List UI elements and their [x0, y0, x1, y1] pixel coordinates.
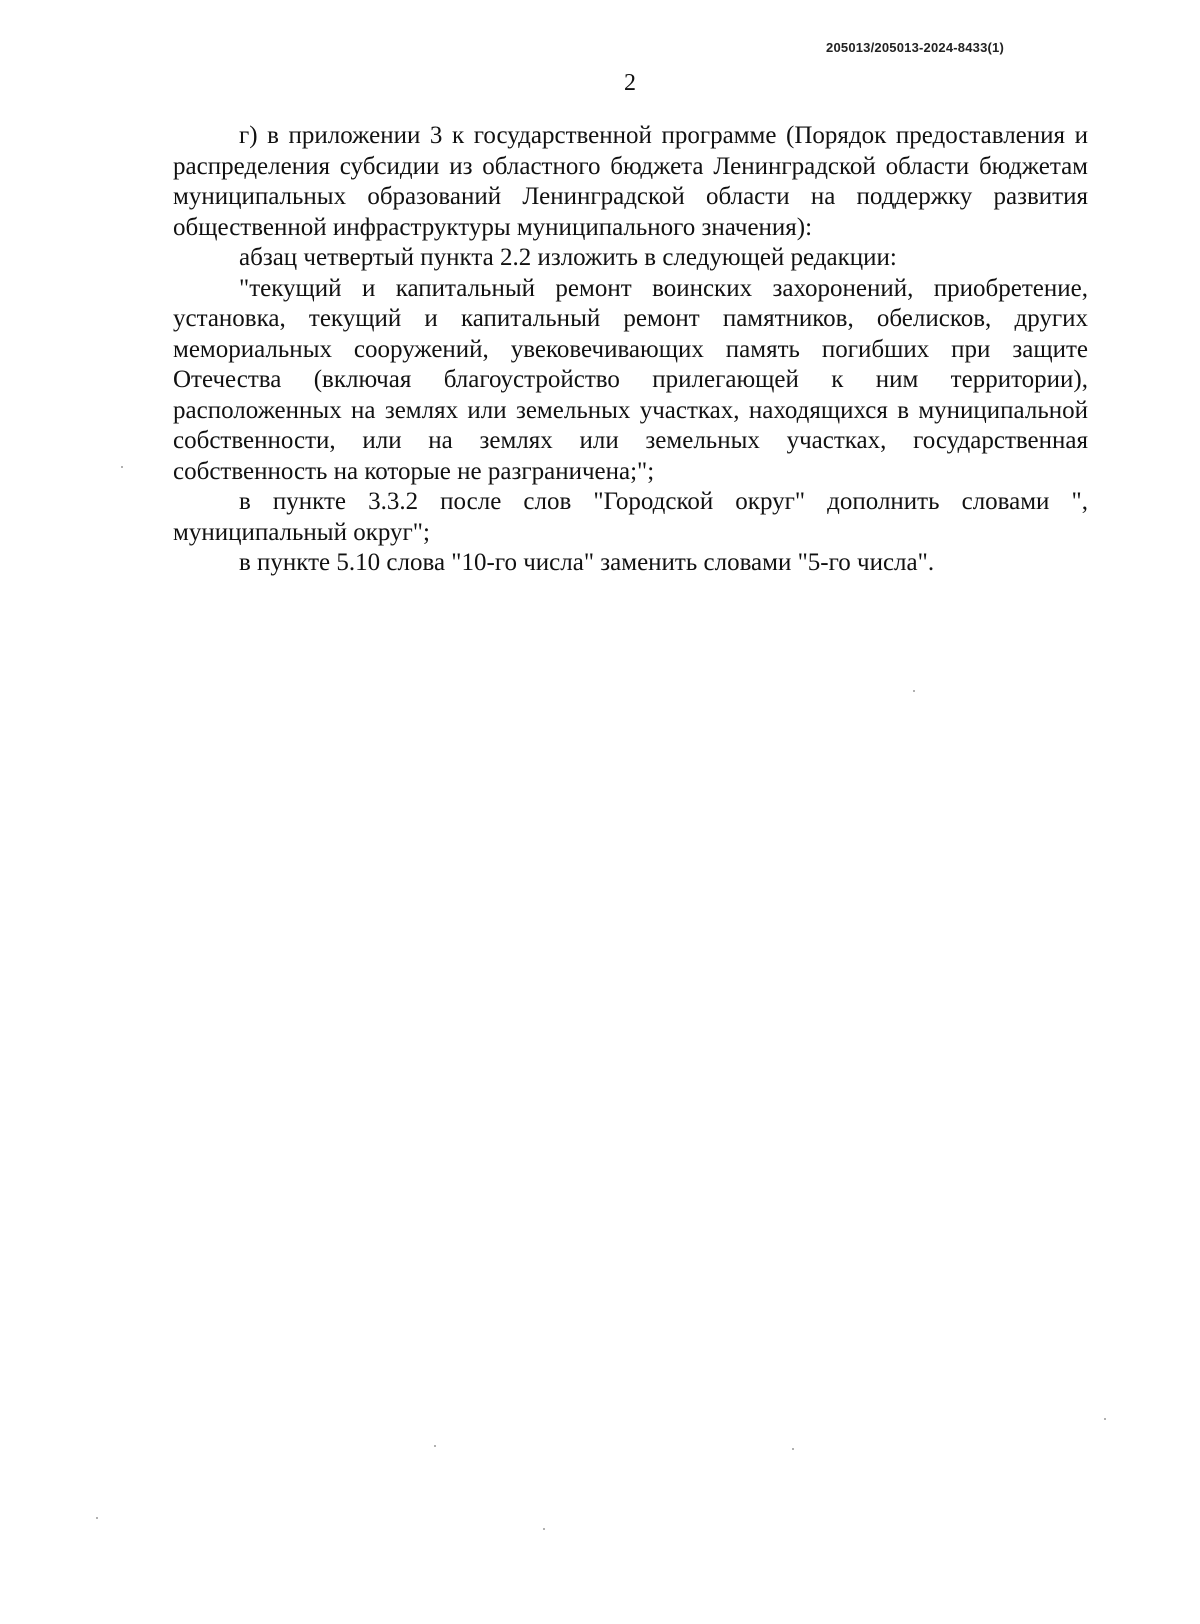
document-id: 205013/205013-2024-8433(1)	[826, 40, 1004, 55]
scan-speck	[434, 1445, 436, 1447]
paragraph-clause-3-3-2: в пункте 3.3.2 после слов "Городской округ" дополнить словами ", муниципальный округ";	[173, 488, 1088, 546]
paragraph-clause-2-2: абзац четвертый пункта 2.2 изложить в следующей редакции:	[239, 244, 897, 271]
scan-speck	[96, 1517, 98, 1519]
paragraph-appendix-3: г) в приложении 3 к государственной программе (Порядок предоставления и распределения субсидии из областного бюджета Ленинградской области бюджетам муниципальных образований Ленинградской области на поддержку развития общественной инфраструктуры муниципального значения):	[173, 122, 1088, 241]
document-body	[173, 121, 1088, 579]
paragraph-new-wording: "текущий и капитальный ремонт воинских захоронений, приобретение, установка, текущий и капитальный ремонт памятников, обелисков, других мемориальных сооружений, увековечивающих память погибших при защите Отечества (включая благоустройство прилегающей к ним территории), расположенных на землях или земельных участках, находящихся в муниципальной собственности, или на землях или земельных участках, государственная собственность на которые не разграничена;";	[173, 274, 1088, 485]
scan-speck	[792, 1448, 794, 1450]
scan-speck	[543, 1528, 545, 1530]
page-number: 2	[624, 70, 636, 96]
paragraph-clause-5-10: в пункте 5.10 слова "10-го числа" заменить словами "5-го числа".	[239, 549, 935, 576]
scan-speck	[1104, 1418, 1106, 1420]
scan-speck	[121, 466, 123, 468]
scan-speck	[913, 690, 915, 692]
